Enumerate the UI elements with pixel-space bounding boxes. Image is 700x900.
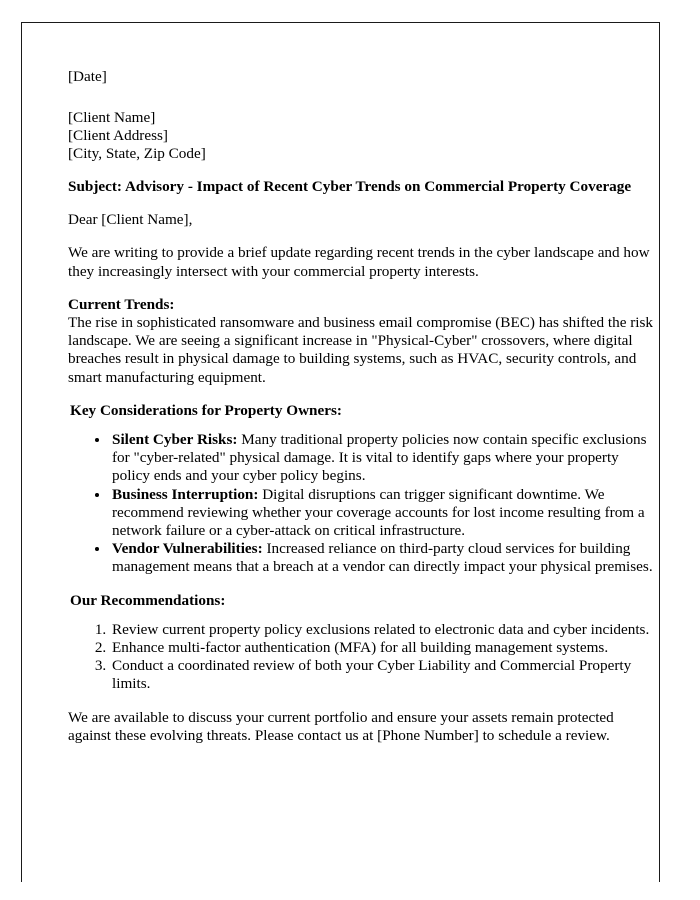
current-trends-paragraph: The rise in sophisticated ransomware and business email compromise (BEC) has shifted the risk landscape. We are seeing a significant increase in "Physical-Cyber" crossovers, where digital breaches result in physical damage to building systems, such as HVAC, security controls, and smart manufacturing equipment. bbox=[68, 314, 654, 386]
list-item-text: Digital disruptions can trigger significant downtime. We recommend reviewing whether your coverage accounts for lost income resulting from a network failure or a cyber-attack on critical infrastructure. bbox=[112, 485, 645, 540]
list-item bbox=[110, 540, 658, 576]
recipient-city-state-zip: [City, State, Zip Code] bbox=[68, 145, 206, 162]
recipient-address: [Client Address] bbox=[68, 127, 168, 144]
list-item bbox=[110, 431, 658, 486]
list-item: 3. Conduct a coordinated review of both your Cyber Liability and Commercial Property limits. bbox=[110, 657, 658, 693]
list-item: 2. Enhance multi-factor authentication (MFA) for all building management systems. bbox=[110, 639, 658, 657]
list-item-text: Many traditional property policies now contain specific exclusions for "cyber-related" physical damage. It is vital to identify gaps where your property policy ends and your cyber policy begins. bbox=[112, 431, 647, 485]
spacer-after-date bbox=[68, 86, 658, 109]
intro-paragraph: We are writing to provide a brief update regarding recent trends in the cyber landscape and how they increasingly intersect with your commercial property interests. bbox=[68, 244, 650, 280]
list-item-term: Silent Cyber Risks: bbox=[112, 431, 238, 449]
key-considerations-list bbox=[68, 431, 658, 577]
spacer-after-intro bbox=[68, 281, 658, 296]
spacer-after-current-trends bbox=[68, 387, 658, 402]
list-item-term: Vendor Vulnerabilities: bbox=[112, 540, 263, 558]
list-item bbox=[110, 486, 658, 541]
salutation: Dear [Client Name], bbox=[68, 211, 193, 229]
spacer-after-salutation bbox=[68, 229, 658, 244]
document-page-frame bbox=[21, 22, 660, 882]
recommendations-list bbox=[68, 621, 658, 694]
spacer-after-subject bbox=[68, 196, 658, 211]
date-placeholder: [Date] bbox=[68, 68, 107, 85]
spacer-after-recipient bbox=[68, 163, 658, 178]
spacer-after-numbered-list bbox=[68, 694, 658, 709]
recipient-name: [Client Name] bbox=[68, 109, 156, 126]
spacer-before-bullets bbox=[68, 420, 658, 431]
current-trends-heading: Current Trends: bbox=[68, 295, 175, 313]
closing-paragraph: We are available to discuss your current portfolio and ensure your assets remain protected against these evolving threats. Please contact us at [Phone Number] to schedule a review. bbox=[68, 708, 614, 744]
letter-body bbox=[68, 68, 658, 745]
list-item-text: Increased reliance on third-party cloud services for building management means that a breach at a vendor can directly impact your physical premises. bbox=[112, 540, 653, 576]
spacer-before-numbered-list bbox=[68, 610, 658, 621]
recommendations-heading: Our Recommendations: bbox=[70, 591, 226, 609]
list-item-term: Business Interruption: bbox=[112, 485, 259, 503]
key-considerations-heading: Key Considerations for Property Owners: bbox=[70, 401, 342, 419]
subject-line: Subject: Advisory - Impact of Recent Cyber Trends on Commercial Property Coverage bbox=[68, 178, 632, 195]
spacer-after-bullets bbox=[68, 577, 658, 592]
list-item: 1. Review current property policy exclusions related to electronic data and cyber incidents. bbox=[110, 621, 658, 639]
